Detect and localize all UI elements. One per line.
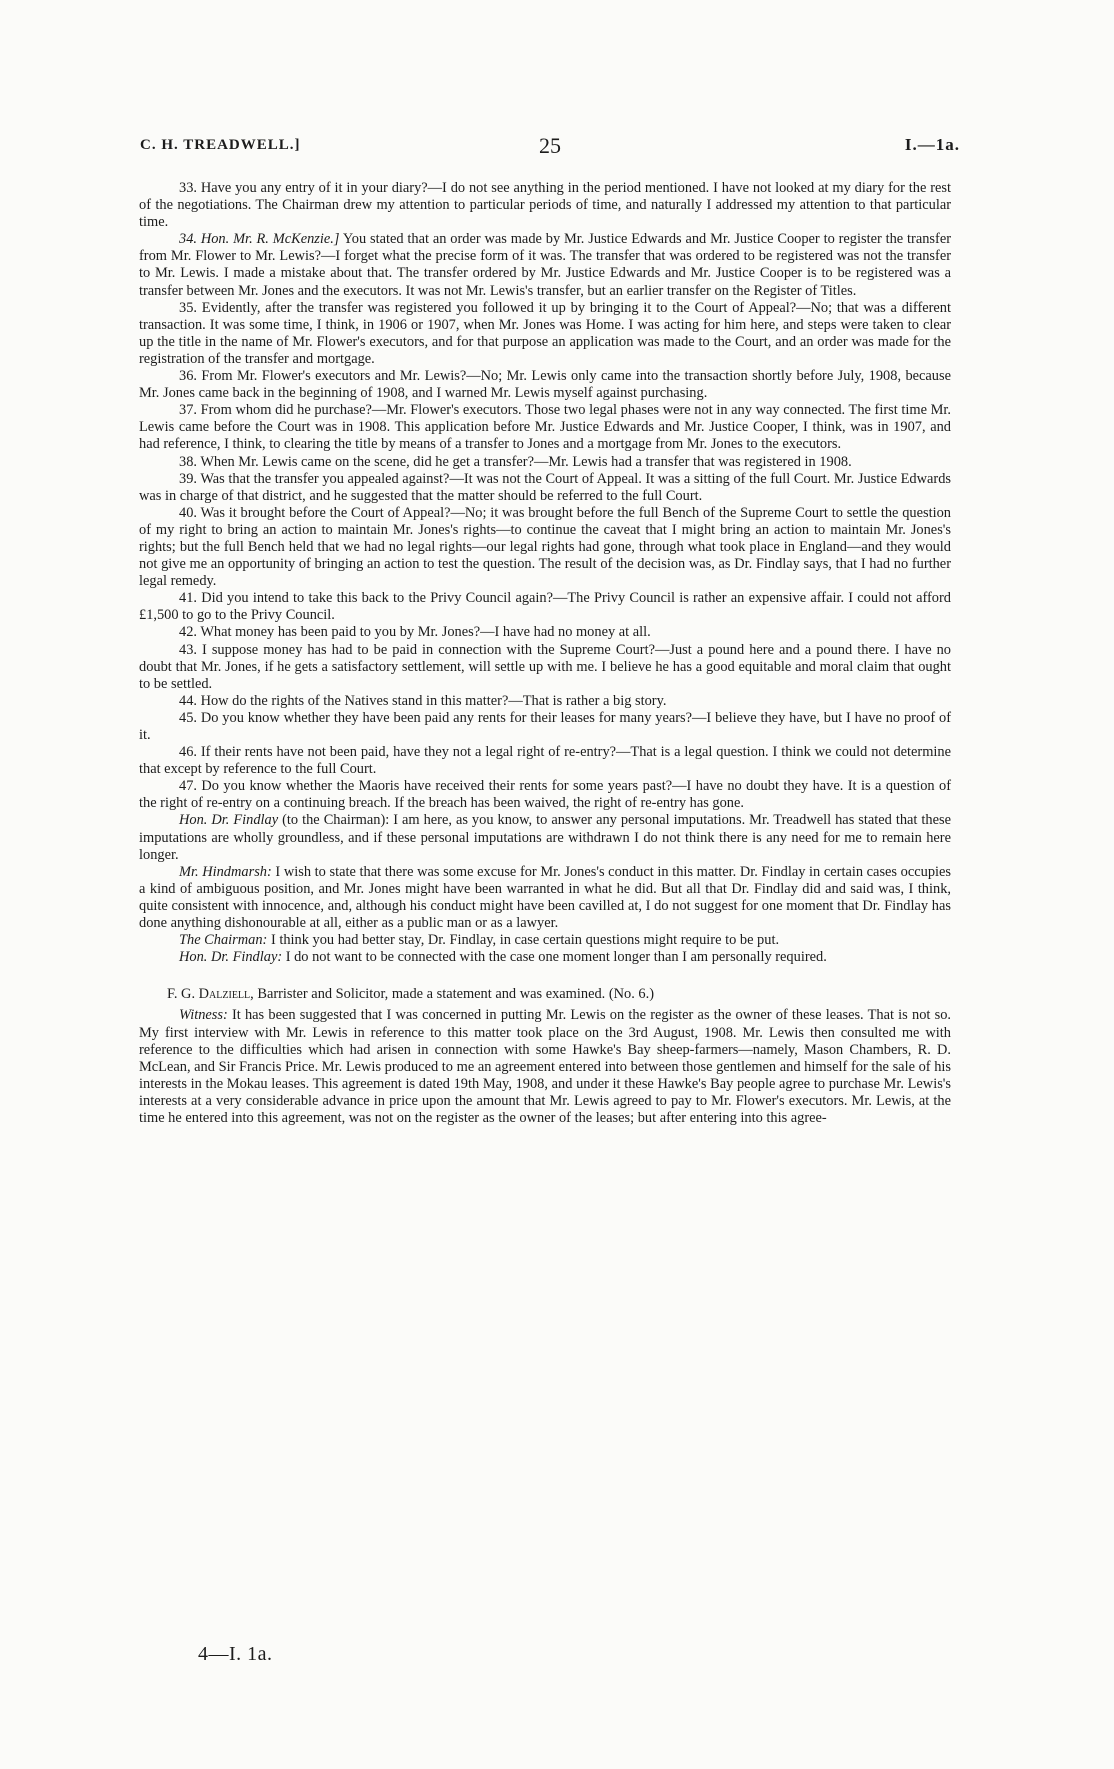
paragraph-45: 45. Do you know whether they have been paid any rents for their leases for many years?—I believe they have, but I have no proof of it. xyxy=(139,709,951,743)
statement-chairman: The Chairman: I think you had better stay, Dr. Findlay, in case certain questions might require to be put. xyxy=(179,932,780,949)
document-reference: I.—1a. xyxy=(904,135,960,154)
page-header xyxy=(140,133,960,157)
statement-hindmarsh: Mr. Hindmarsh: I wish to state that there was some excuse for Mr. Jones's conduct in this matter. Dr. Findlay in certain cases occupies a kind of ambiguous position, and Mr. Jones might have been warranted in what he did. But all that Dr. Findlay did and said was, I think, quite consistent with innocence, and, although his conduct might have been cavilled at, I do not suggest for one moment that Dr. Findlay has done anything dishonourable at all, either as a public man or as a lawyer. xyxy=(139,863,952,932)
witness-heading: F. G. Dalziell, Barrister and Solicitor, made a statement and was examined. (No. 6.) xyxy=(167,986,655,1003)
paragraph-44: 44. How do the rights of the Natives stand in this matter?—That is rather a big story. xyxy=(179,692,667,709)
page-number: 25 xyxy=(539,133,561,158)
document-body xyxy=(139,180,951,1127)
paragraph-33: 33. Have you any entry of it in your diary?—I do not see anything in the period mentioned. I have not looked at my diary for the rest of the negotiations. The Chairman drew my attention to particular periods of time, and naturally I addressed my attention to that particular time. xyxy=(139,180,951,231)
paragraph-46: 46. If their rents have not been paid, have they not a legal right of re-entry?—That is a legal question. I think we could not determine that except by reference to the full Court. xyxy=(139,744,951,778)
paragraph-47: 47. Do you know whether the Maoris have received their rents for some years past?—I have no doubt they have. It is a question of the right of re-entry on a continuing breach. If the breach has been waived, the right of re-entry has gone. xyxy=(139,778,951,812)
paragraph-40: 40. Was it brought before the Court of Appeal?—No; it was brought before the full Bench of the Supreme Court to settle the question of my right to bring an action to maintain Mr. Jones's rights—to continue the caveat that I might bring an action to maintain Mr. Jones's rights; but the full Bench held that we had no legal rights—our legal rights had gone, through what took place in England—and they would not give me an opportunity of bringing an action to test the question. The result of the decision was, as Dr. Findlay says, that I had no further legal remedy. xyxy=(139,504,951,590)
statement-findlay: Hon. Dr. Findlay (to the Chairman): I am here, as you know, to answer any personal imputations. Mr. Treadwell has stated that these imputations are wholly groundless, and if these personal imputations are withdrawn I do not think there is any need for me to remain here longer. xyxy=(139,812,951,863)
paragraph-36: 36. From Mr. Flower's executors and Mr. Lewis?—No; Mr. Lewis only came into the transaction shortly before July, 1908, because Mr. Jones came back in the beginning of 1908, and I warned Mr. Lewis myself against purchasing. xyxy=(139,368,951,402)
speaker-label: Hon. Dr. Findlay xyxy=(179,812,279,829)
paragraph-35: 35. Evidently, after the transfer was registered you followed it up by bringing it to the Court of Appeal?—No; that was a different transaction. It was some time, I think, in 1906 or 1907, when Mr. Jones was Home. I was acting for him here, and steps were taken to clear up the title in the name of Mr. Flower's executors, and for that purpose an application was made to the Court, and an order was made for the registration of the transfer and mortgage. xyxy=(139,299,951,367)
paragraph-34: 34. Hon. Mr. R. McKenzie.] You stated that an order was made by Mr. Justice Edwards and Mr. Justice Cooper to register the transfer from Mr. Flower to Mr. Lewis?—I forget what the precise form of it was. The transfer that was ordered to be registered was not the transfer to Mr. Lewis. I made a mistake about that. The transfer ordered by Mr. Justice Edwards and Mr. Justice Cooper is to be registered was a transfer between Mr. Jones and the executors. It was not Mr. Lewis's transfer, but an earlier transfer on the Register of Titles. xyxy=(139,231,951,299)
paragraph-41: 41. Did you intend to take this back to the Privy Council again?—The Privy Council is rather an expensive affair. I could not afford £1,500 to go to the Privy Council. xyxy=(139,590,951,624)
speaker-label: Witness: xyxy=(179,1007,228,1024)
paragraph-37: 37. From whom did he purchase?—Mr. Flower's executors. Those two legal phases were not in any way connected. The first time Mr. Lewis came before the Court was in 1908. This application before Mr. Justice Edwards and Mr. Justice Cooper, I think, was in 1907, and had reference, I think, to clearing the title by means of a transfer to Jones and a mortgage from Mr. Jones to the executors. xyxy=(139,402,951,453)
paragraph-39: 39. Was that the transfer you appealed against?—It was not the Court of Appeal. It was a sitting of the full Court. Mr. Justice Edwards was in charge of that district, and he suggested that the matter should be referred to the full Court. xyxy=(139,470,951,504)
speaker-label: The Chairman: xyxy=(179,932,268,949)
statement-findlay-2: Hon. Dr. Findlay: I do not want to be connected with the case one moment longer than I am personally required. xyxy=(179,949,827,966)
paragraph-42: 42. What money has been paid to you by Mr. Jones?—I have had no money at all. xyxy=(179,624,651,641)
witness-statement: Witness: It has been suggested that I was concerned in putting Mr. Lewis on the register as the owner of these leases. That is not so. My first interview with Mr. Lewis in reference to this matter took place on the 3rd August, 1908. Mr. Lewis then consulted me with reference to the difficulties which had arisen in connection with some Hawke's Bay sheep-farmers—namely, Mason Chambers, R. D. McLean, and Sir Francis Price. Mr. Lewis produced to me an agreement entered into between those gentlemen and himself for the sale of his interests in the Mokau leases. This agreement is dated 19th May, 1908, and under it these Hawke's Bay people agree to purchase Mr. Lewis's interests at a very considerable advance in price upon the amount that Mr. Lewis agreed to pay to Mr. Flower's executors. Mr. Lewis, at the time he entered into this agreement, was not on the register as the owner of the leases; but after entering into this agree- xyxy=(139,1007,951,1126)
signature-mark: 4—I. 1a. xyxy=(198,1643,273,1665)
header-witness-name: C. H. TREADWELL.] xyxy=(140,137,301,153)
paragraph-38: 38. When Mr. Lewis came on the scene, did he get a transfer?—Mr. Lewis had a transfer that was registered in 1908. xyxy=(179,453,852,470)
speaker-label: 34. Hon. Mr. R. McKenzie.] xyxy=(179,231,340,248)
witness-surname: Dalziell, xyxy=(198,986,254,1003)
speaker-label: Mr. Hindmarsh: xyxy=(179,863,272,880)
speaker-label: Hon. Dr. Findlay: xyxy=(179,949,283,966)
paragraph-43: 43. I suppose money has had to be paid in connection with the Supreme Court?—Just a pound here and a pound there. I have no doubt that Mr. Jones, if he gets a satisfactory settlement, will settle up with me. I believe he has a good equitable and moral claim that ought to be settled. xyxy=(139,641,951,692)
